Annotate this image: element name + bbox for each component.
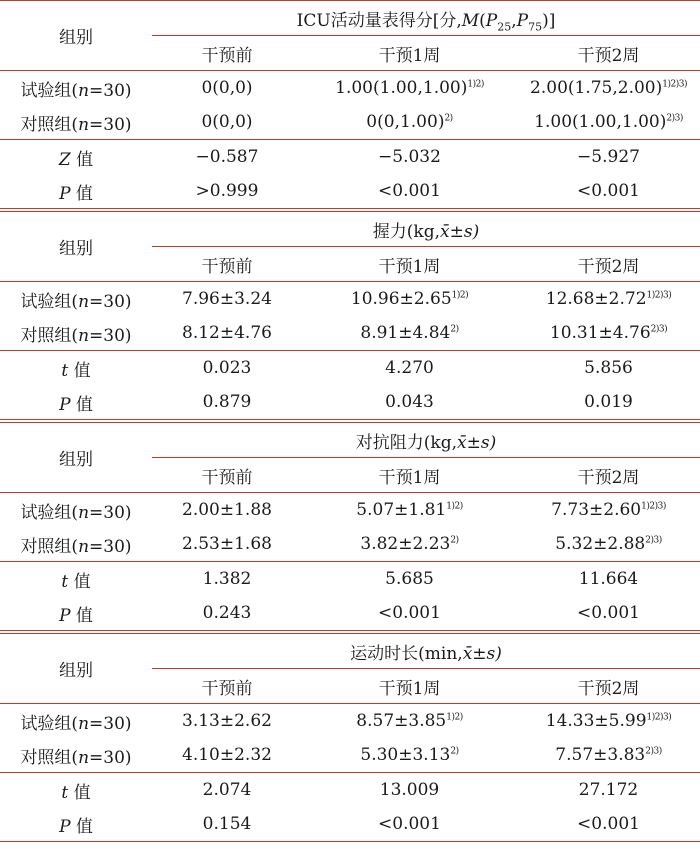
block-title: 对抗阻力(kg,x̄±s): [152, 421, 700, 458]
row-label-experimental: 试验组(n=30): [0, 493, 152, 528]
sub-header-week2: 干预2周: [577, 45, 640, 66]
cell: $8.91\pm 4.84^{2)}$: [360, 323, 459, 343]
cell: $1.00(1.00,1.00)^{1)2)}$: [302, 71, 517, 106]
cell: $7.73\pm 2.60^{1)2)3)}$: [517, 493, 700, 528]
stat-label: P 值: [59, 183, 93, 204]
cell: 8.12±4.76: [182, 323, 272, 343]
stat-value: 13.009: [302, 773, 517, 808]
stat-value: <0.001: [378, 603, 441, 623]
stat-label: P 值: [59, 605, 93, 626]
stat-value: <0.001: [302, 807, 517, 842]
stat-value: 27.172: [517, 773, 700, 808]
row-label-experimental: 试验组(n=30): [0, 282, 152, 317]
stat-label: t 值: [0, 773, 152, 808]
sub-header-pre: 干预前: [201, 256, 253, 277]
sub-header-pre: 干预前: [201, 678, 253, 699]
cell: $10.96\pm 2.65^{1)2)}$: [302, 282, 517, 317]
stat-value: 0.043: [385, 392, 434, 412]
stat-value: >0.999: [195, 181, 259, 201]
stat-value: 4.270: [302, 351, 517, 386]
stat-value: 0.154: [152, 807, 302, 842]
stat-value: 0.879: [202, 392, 252, 412]
stat-label: t 值: [0, 562, 152, 597]
stat-value: −0.587: [152, 140, 302, 175]
group-header: 组别: [0, 632, 152, 704]
stat-label: P 值: [0, 807, 152, 842]
cell: $2.00(1.75,2.00)^{1)2)3)}$: [517, 71, 700, 106]
sub-header-pre: 干预前: [201, 467, 253, 488]
stat-label: P 值: [59, 394, 93, 415]
block-title: 运动时长(min,x̄±s): [152, 632, 700, 669]
stat-value: −5.032: [302, 140, 517, 175]
cell: 0(0,0): [152, 71, 302, 106]
block-resistance: [0, 421, 700, 632]
block-title: ICU活动量表得分[分$,M(P_{25},P_{75})$]: [152, 1, 700, 36]
cell: $3.82\pm 2.23^{2)}$: [360, 534, 459, 554]
stat-value: 0.243: [202, 603, 252, 623]
stat-value: 1.382: [152, 562, 302, 597]
row-label-experimental: 试验组(n=30): [0, 71, 152, 106]
cell: $0(0,1.00)^{2)}$: [366, 112, 453, 132]
sub-header-week1: 干预1周: [378, 256, 441, 277]
stat-value: <0.001: [378, 181, 441, 201]
stat-value: 0.023: [152, 351, 302, 386]
stat-value: 5.685: [302, 562, 517, 597]
stat-value: <0.001: [577, 181, 640, 201]
cell: $1.00(1.00,1.00)^{2)3)}$: [534, 112, 683, 132]
sub-header-week2: 干预2周: [577, 678, 640, 699]
cell: 2.00±1.88: [152, 493, 302, 528]
row-label-control: 对照组(n=30): [20, 747, 132, 768]
cell: $5.32\pm 2.88^{2)3)}$: [555, 534, 662, 554]
block-exercise-duration: [0, 632, 700, 842]
stat-value: <0.001: [517, 807, 700, 842]
row-label-experimental: 试验组(n=30): [0, 704, 152, 739]
sub-header-pre: 干预前: [201, 45, 253, 66]
row-label-control: 对照组(n=30): [20, 536, 132, 557]
cell: $5.07\pm 1.81^{1)2)}$: [302, 493, 517, 528]
sub-header-week1: 干预1周: [378, 45, 441, 66]
block-icu-activity: [0, 1, 700, 211]
stat-value: 0.019: [584, 392, 633, 412]
row-label-control: 对照组(n=30): [20, 114, 132, 135]
sub-header-week1: 干预1周: [378, 467, 441, 488]
cell: $14.33\pm 5.99^{1)2)3)}$: [517, 704, 700, 739]
group-header: 组别: [0, 421, 152, 493]
stat-value: 2.074: [152, 773, 302, 808]
row-label-control: 对照组(n=30): [20, 325, 132, 346]
cell: $7.57\pm 3.83^{2)3)}$: [555, 745, 662, 765]
group-header: 组别: [0, 1, 152, 71]
stat-value: −5.927: [517, 140, 700, 175]
stat-value: 5.856: [517, 351, 700, 386]
stat-label: t 值: [0, 351, 152, 386]
cell: $8.57\pm 3.85^{1)2)}$: [302, 704, 517, 739]
cell: 2.53±1.68: [182, 534, 272, 554]
block-grip-strength: [0, 210, 700, 421]
cell: $12.68\pm 2.72^{1)2)3)}$: [517, 282, 700, 317]
cell: 7.96±3.24: [152, 282, 302, 317]
cell: $5.30\pm 3.13^{2)}$: [360, 745, 459, 765]
cell: 4.10±2.32: [182, 745, 272, 765]
stat-label: Z 值: [0, 140, 152, 175]
cell: 0(0,0): [201, 112, 253, 132]
cell: 3.13±2.62: [152, 704, 302, 739]
group-header: 组别: [0, 210, 152, 282]
stat-value: 11.664: [517, 562, 700, 597]
block-title: 握力(kg,x̄±s): [152, 210, 700, 247]
sub-header-week2: 干预2周: [577, 467, 640, 488]
sub-header-week2: 干预2周: [577, 256, 640, 277]
stat-value: <0.001: [577, 603, 640, 623]
cell: $10.31\pm 4.76^{2)3)}$: [549, 323, 668, 343]
sub-header-week1: 干预1周: [378, 678, 441, 699]
